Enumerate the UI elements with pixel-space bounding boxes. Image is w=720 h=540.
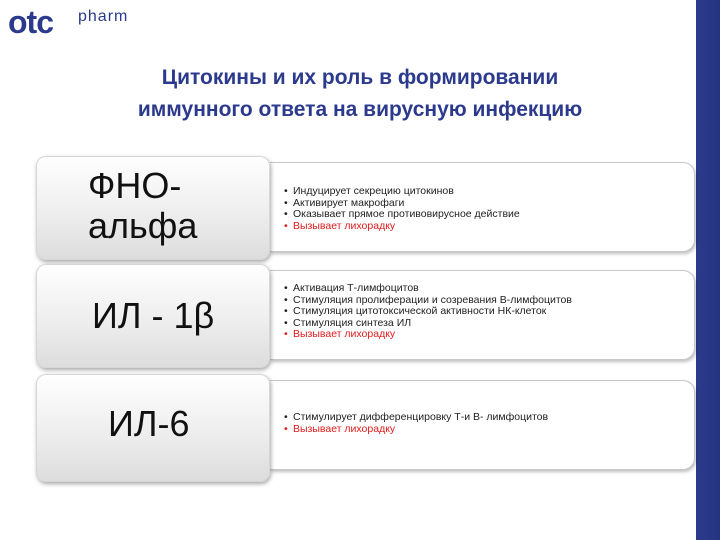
effect-item: • Стимулирует дифференцировку Т-и В- лимфоцитов bbox=[284, 411, 549, 423]
effect-text: Оказывает прямое противовирусное действие bbox=[293, 208, 520, 220]
effect-text: Вызывает лихорадку bbox=[293, 328, 396, 340]
effect-item-fever: • Вызывает лихорадку bbox=[284, 422, 396, 435]
effect-item: • Оказывает прямое противовирусное действие bbox=[284, 208, 520, 220]
effect-text: Активирует макрофаги bbox=[293, 196, 405, 209]
cytokine-label-il6 bbox=[36, 374, 270, 482]
title-line-2: иммунного ответа на вирусную инфекцию bbox=[137, 98, 583, 121]
cytokine-row-il6 bbox=[36, 374, 696, 482]
label-line: ФНО- bbox=[88, 165, 182, 206]
cytokine-row-tnf bbox=[36, 156, 696, 260]
effect-text: Стимуляция синтеза ИЛ bbox=[293, 316, 412, 329]
effect-item-fever: • Вызывает лихорадку bbox=[284, 328, 396, 340]
effect-item: • Стимуляция пролиферации и созревания В-лимфоцитов bbox=[284, 293, 572, 306]
slide-title bbox=[40, 62, 680, 126]
effect-item: • Стимуляция синтеза ИЛ bbox=[284, 316, 412, 329]
effect-text: Стимулирует дифференцировку Т-и В- лимфоцитов bbox=[293, 411, 549, 423]
title-line-1: Цитокины и их роль в формировании bbox=[161, 66, 559, 89]
cytokine-label-il1b bbox=[36, 264, 270, 368]
cytokine-row-il1b bbox=[36, 264, 696, 368]
cytokine-label-tnf bbox=[36, 156, 270, 260]
effect-item-fever: • Вызывает лихорадку bbox=[284, 219, 396, 232]
effect-text: Стимуляция цитотоксической активности НК-клеток bbox=[293, 305, 547, 317]
effects-panel bbox=[270, 162, 695, 252]
label-line: альфа bbox=[88, 205, 198, 246]
right-border-strip bbox=[696, 0, 720, 540]
logo-brand-text: otc bbox=[8, 4, 53, 40]
effect-item: • Активация Т-лимфоцитов bbox=[284, 282, 419, 294]
effect-text: Вызывает лихорадку bbox=[293, 219, 396, 232]
effect-item: • Индуцирует секрецию цитокинов bbox=[284, 185, 454, 197]
effect-item: • Активирует макрофаги bbox=[284, 196, 405, 209]
effects-panel bbox=[270, 270, 695, 360]
effect-item: • Стимуляция цитотоксической активности НК-клеток bbox=[284, 305, 547, 317]
effects-list bbox=[284, 283, 572, 341]
label-line: ИЛ - 1β bbox=[92, 295, 215, 336]
effects-panel bbox=[270, 380, 695, 470]
label-line: ИЛ-6 bbox=[108, 403, 190, 444]
effect-text: Вызывает лихорадку bbox=[293, 422, 396, 435]
effect-text: Стимуляция пролиферации и созревания В-лимфоцитов bbox=[293, 293, 572, 306]
effect-text: Активация Т-лимфоцитов bbox=[293, 282, 419, 294]
effect-text: Индуцирует секрецию цитокинов bbox=[293, 185, 454, 197]
effects-list bbox=[284, 412, 548, 435]
otc-pharm-logo bbox=[8, 4, 178, 40]
logo-pharm-text: pharm bbox=[78, 8, 129, 25]
effects-list bbox=[284, 186, 520, 232]
